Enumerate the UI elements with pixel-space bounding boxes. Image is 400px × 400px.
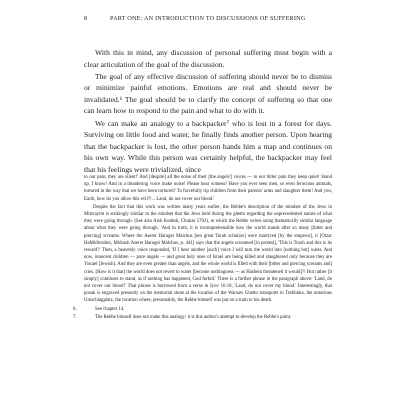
footnote-label: 6. — [73, 306, 77, 312]
body-text — [84, 47, 332, 176]
footnote-6 — [73, 306, 332, 313]
body-paragraph: With this in mind, any discussion of personal suffering must begin with a clear articulation of the goal of the discussion. — [84, 48, 332, 69]
footnote-7 — [73, 314, 332, 321]
page-header — [84, 14, 344, 24]
footnote-text: The Rebbe himself does not make this analogy; it is this author's attempt to develop the Rebbe's point. — [95, 314, 292, 320]
footnote-paragraph: Despite the fact that this work was written many years earlier, the Rebbe's description of the mindset of the Jews in Mitzrayim is strikingly similar to the mindset that the Jews held during the ghetto regarding the unprecedented nature of what they were going through. (See also Aish Kodesh, Chukas 5702), in which the Rebbe writes using thematically similar language about what they were going through: 'And in truth, it is incomprehensible how the world stands after so many [bitter and piercing] screams. Where the Aseret Harugei Malchus [ten great Torah scholars] were martyred [by the emperor], it [Otzar HaMidroshim, Midrash Aseret Harugei Malchus, p. 441] says that the angels screamed [in protest], 'This is Torah and this is its reward?' Then, a heavenly voice responded, 'If I hear another [such] voice I will turn the world into [nothing but] water. And now, innocent children — pure angels — and great holy ones of Israel are being killed and slaughtered only because they are Yisrael [Jewish]. And they are even greater than angels, and the whole world is filled with their [bitter and piercing screams and] cries. [How is it that] the world does not revert to water [become nothingness — as Hashem threatened it would]?! But rather [it simply] continues to stand, as if nothing has happened, God forbid.' There is a further phrase in the paragraph above: 'Land, do not cover our blood!' That phrase is borrowed from a verse in Iyov 16:18, 'Land, do not cover my blood.' Interestingly, that posuk is engraved presently on the memorial stone at the location of the Warsaw Ghetto transports to Treblinka, the notorious Umschlagplatz, the location where, presumably, the Rebbe himself was put on a train to his death. — [84, 204, 332, 304]
page-number: 8 — [84, 15, 88, 22]
running-head: PART ONE: AN INTRODUCTION TO DISCUSSIONS OF SUFFERING — [110, 15, 306, 22]
footnote-continued: to our pain, they are silent!' And [despite] all the noise of their [the angels'] voices — to our bitter pain they keep quiet! Stand up, I know! And in a thundering voice make noise! Please hear witness! Have you ever seen men, or even ferocious animals, tortured in the way that we have been tortured? To forcefully rip children from their parents' arms and slaughter them! And you, Earth, how do you allow this evil?!... Land, do not cover our blood.' — [84, 175, 332, 202]
footnote-text: See chapter 14. — [95, 306, 125, 312]
footnote-label: 7. — [73, 314, 77, 320]
footnotes — [73, 174, 332, 321]
body-paragraph: We can make an analogy to a backpacker⁷ who is lost in a forest for days. Surviving on little food and water, he finally finds another person. Upon hearing that the backpacker is lost, the other person hands him a map and continues on his own way. While this person was certainly helpful, the backpacker may feel that his feelings were trivialized, since — [84, 118, 332, 174]
body-paragraph: The goal of any effective discussion of suffering should never be to dismiss or minimize painful emotions. Emotions are real and should never be invalidated.⁶ The goal should be to clarify the concept of suffering so that one can learn how to respond to the pain and what to do with it. — [84, 71, 332, 116]
